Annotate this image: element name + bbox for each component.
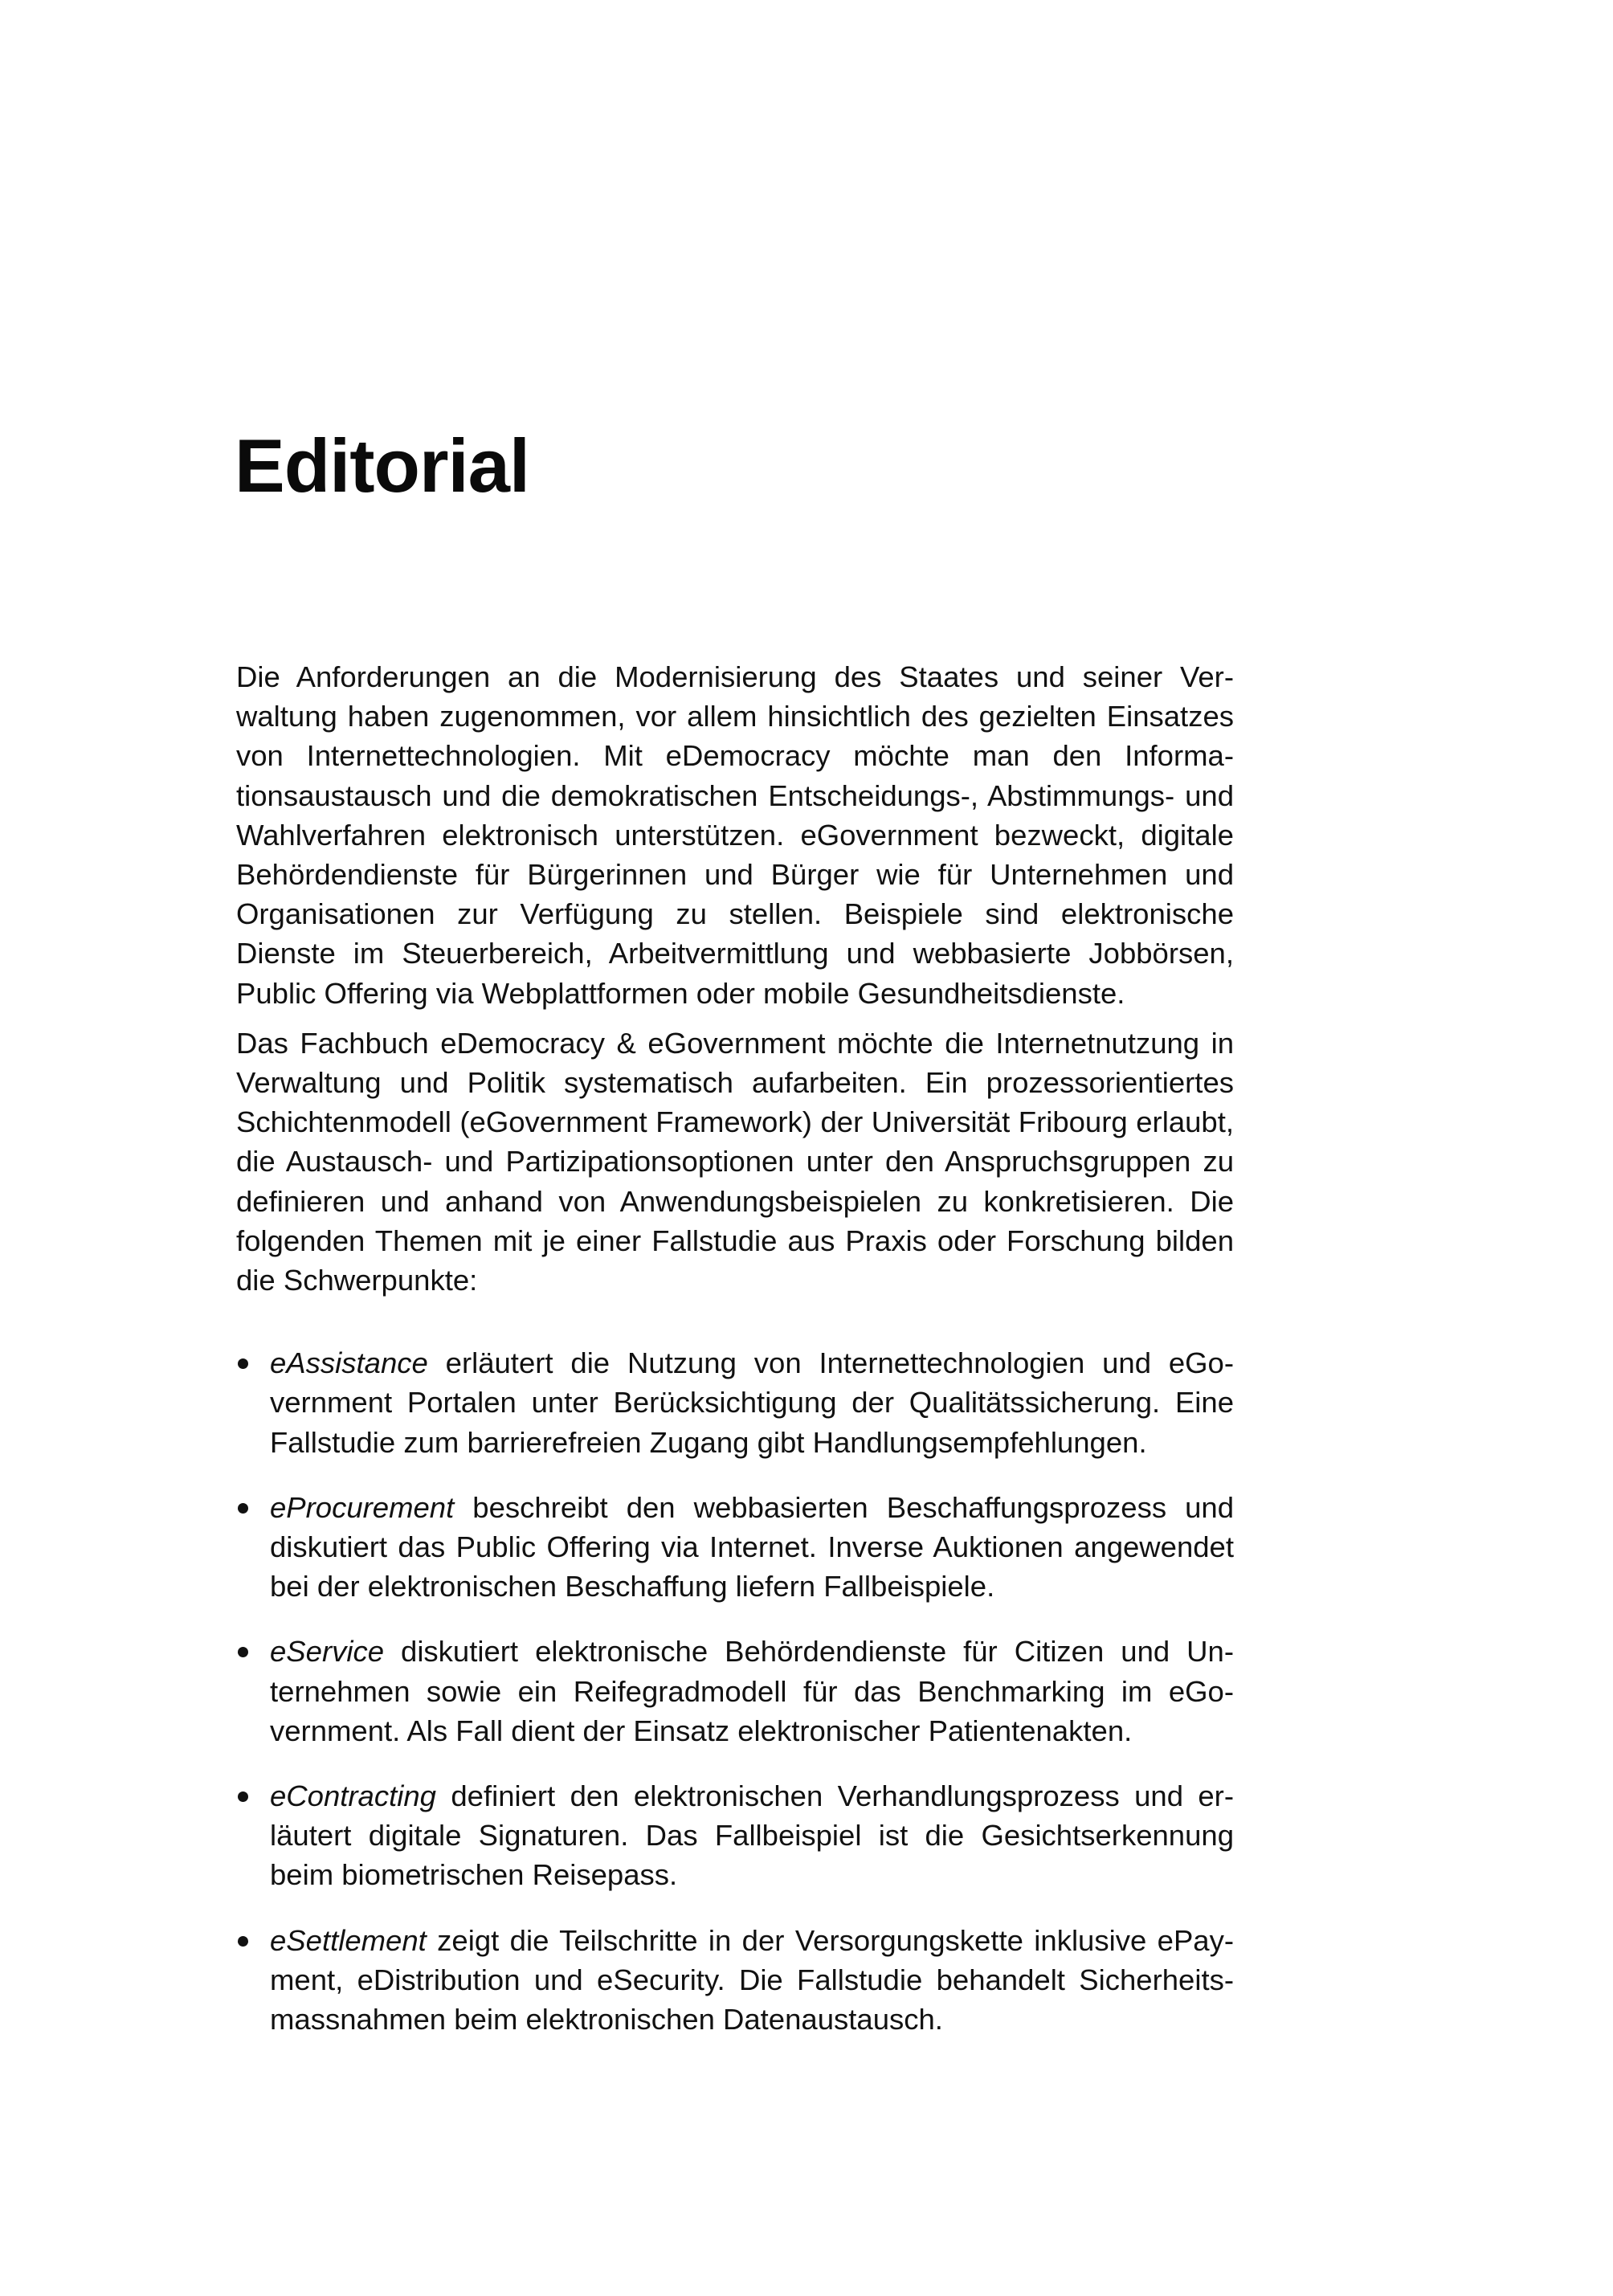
bullet-icon <box>238 1647 248 1657</box>
topic-description: definiert den elektronischen Verhandlungsprozess und erläutert digitale Signaturen. Das Fallbeispiel ist die Gesichtserkennung beim biometrischen Reisepass. <box>270 1779 1234 1892</box>
page-title: Editorial <box>235 423 530 508</box>
topic-term: eContracting <box>270 1779 436 1813</box>
topic-description: diskutiert elektronische Behördendienste für Citizen und Unternehmen sowie ein Reifegradmodell für das Benchmarking im eGovernment. Als Fall dient der Einsatz elektronischer Patientenakten. <box>270 1635 1234 1747</box>
topic-item <box>236 1921 1234 2040</box>
topic-term: eSettlement <box>270 1923 427 1957</box>
topic-item <box>236 1488 1234 1607</box>
topic-item <box>236 1343 1234 1462</box>
topic-description: zeigt die Teilschritte in der Versorgungskette inklusive ePayment, eDistribution und eSecurity. Die Fallstudie behandelt Sicherheitsmassnahmen beim elektronischen Datenaustausch. <box>270 1923 1234 2037</box>
topic-term: eService <box>270 1635 385 1669</box>
bullet-icon <box>238 1503 248 1514</box>
topic-term: eProcurement <box>270 1490 455 1524</box>
bullet-icon <box>238 1358 248 1369</box>
bullet-icon <box>238 1791 248 1802</box>
intro-paragraph: Die Anforderungen an die Modernisierung des Staates und seiner Verwaltung haben zugenommen, vor allem hinsichtlich des gezielten Einsatzes von Internettechnologien. Mit eDemocracy möchte man den Informationsaustausch und die demokratischen Entscheidungs-, Abstimmungs- und Wahlverfahren elektronisch unterstützen. eGovernment bezweckt, digitale Behördendienste für Bürgerinnen und Bürger wie für Unternehmen und Organisationen zur Verfügung zu stellen. Beispiele sind elektronische Dienste im Steuerbereich, Arbeitvermittlung und webbasierte Jobbörsen, Public Offering via Webplattformen oder mobile Gesundheitsdienste. <box>236 660 1234 1010</box>
bullet-icon <box>238 1936 248 1947</box>
topic-item <box>236 1632 1234 1751</box>
topic-list <box>236 1343 1234 2039</box>
editorial-body <box>236 657 1234 2039</box>
topic-item <box>236 1776 1234 1895</box>
topic-term: eAssistance <box>270 1346 428 1380</box>
topic-description: beschreibt den webbasierten Beschaffungsprozess und diskutiert das Public Offering via Internet. Inverse Auktionen angewendet bei der elektronischen Beschaffung liefern Fallbeispiele. <box>270 1490 1234 1604</box>
intro-paragraph: Das Fachbuch eDemocracy & eGovernment möchte die Internetnutzung in Verwaltung und Politik systematisch aufarbeiten. Ein prozessorientiertes Schichtenmodell (eGovernment Framework) der Universität Fribourg erlaubt, die Austausch- und Partizipationsoptionen unter den Anspruchsgruppen zu definieren und anhand von Anwendungsbeispielen zu konkretisieren. Die folgenden Themen mit je einer Fallstudie aus Praxis oder Forschung bilden die Schwerpunkte: <box>236 1026 1234 1297</box>
topic-description: erläutert die Nutzung von Internettechnologien und eGovernment Portalen unter Berücksichtigung der Qualitätssicherung. Eine Fallstudie zum barrierefreien Zugang gibt Handlungsempfehlungen. <box>270 1346 1234 1459</box>
